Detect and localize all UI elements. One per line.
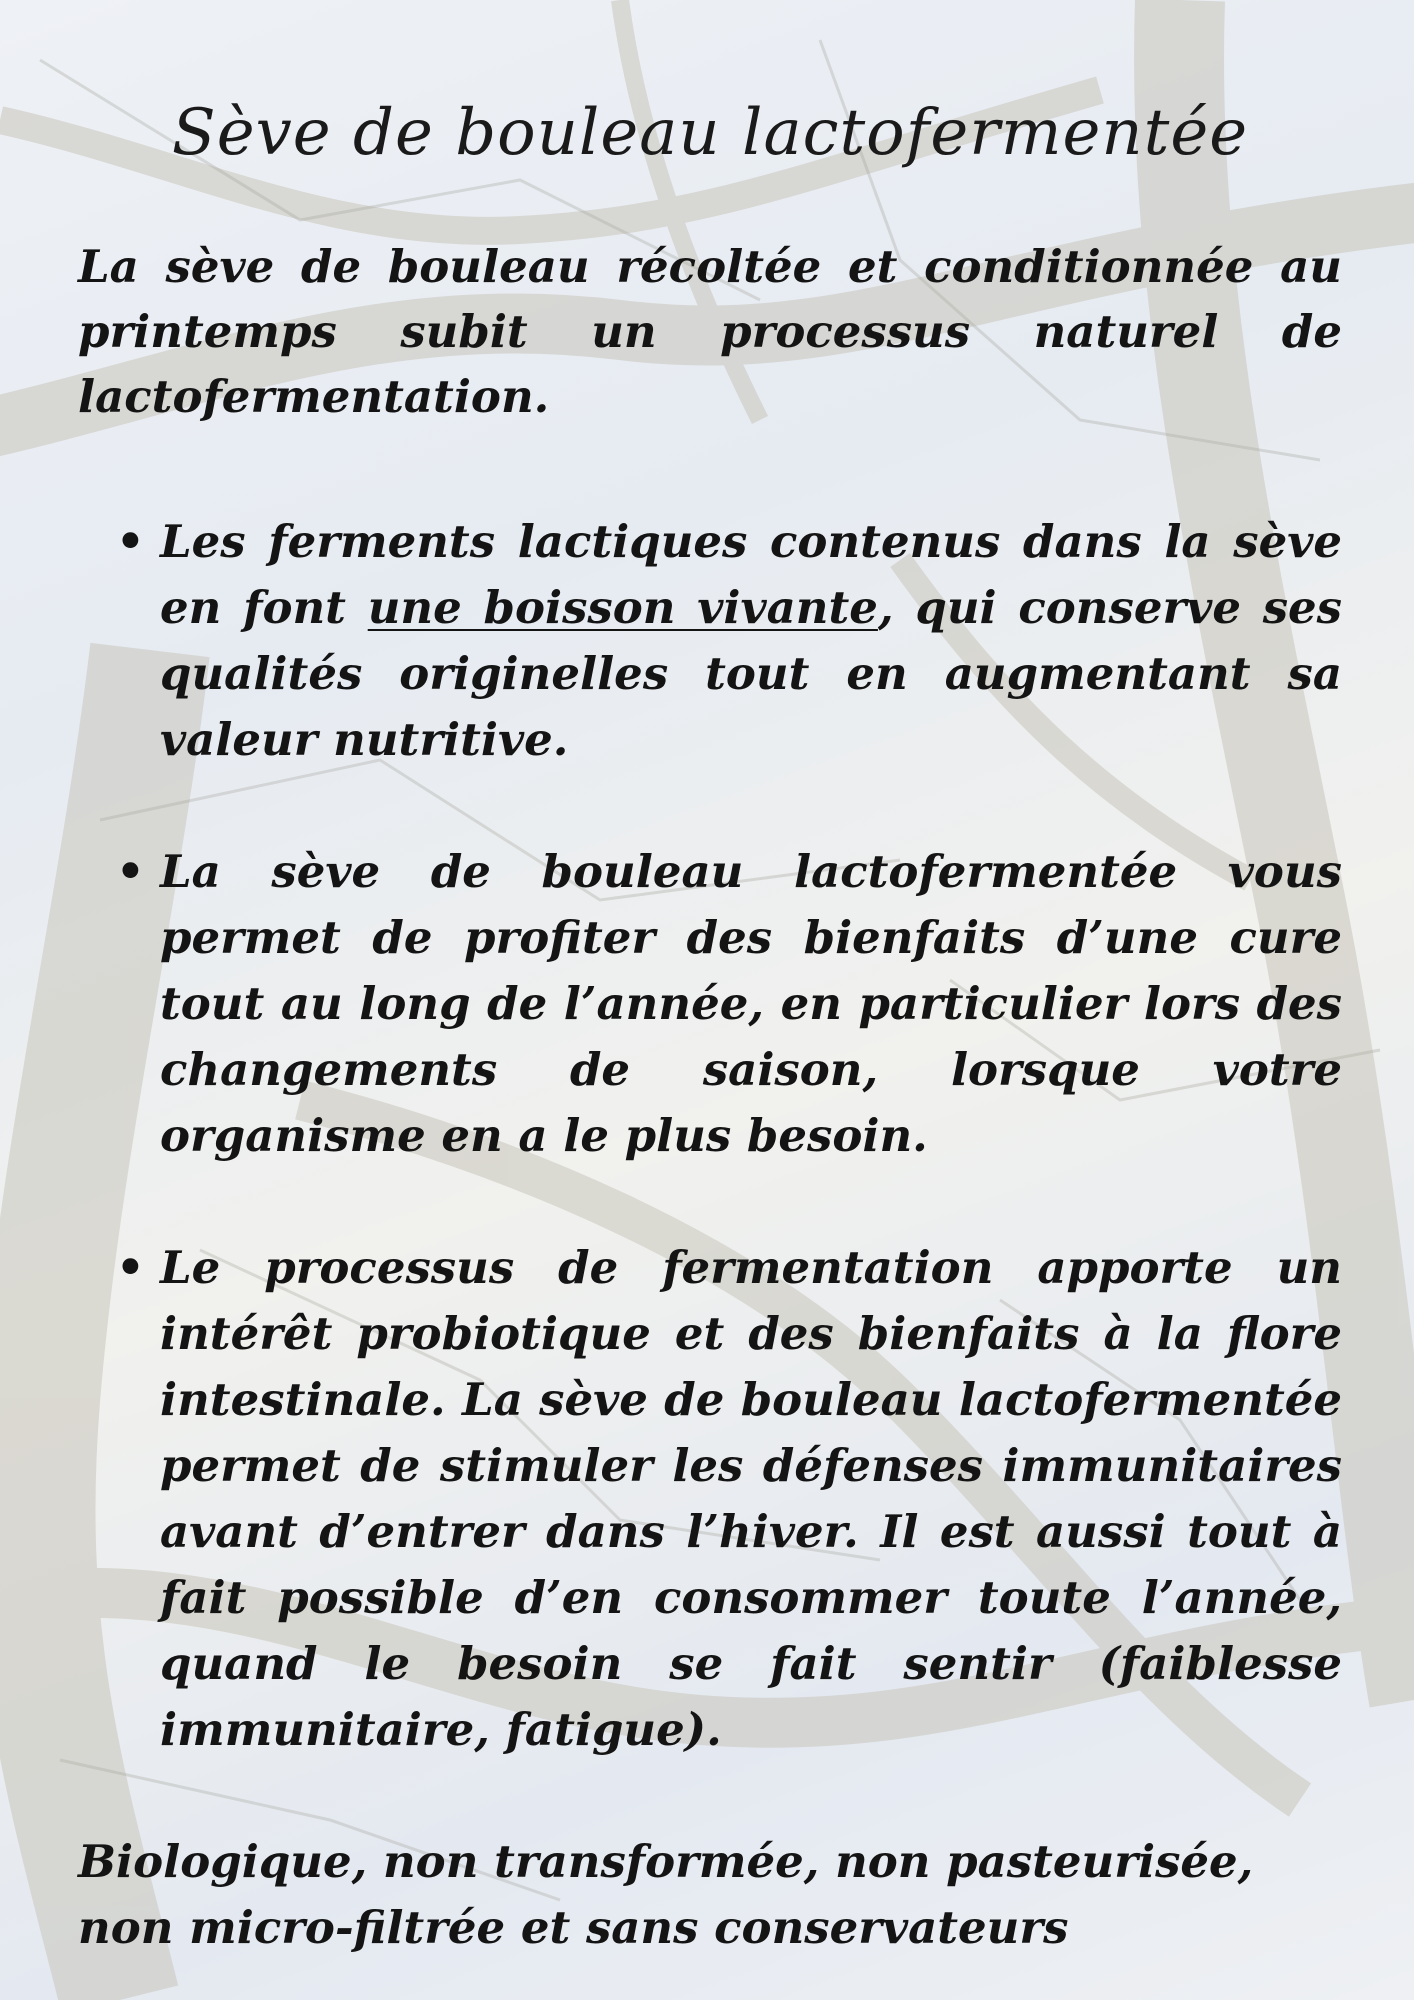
point-1-text-after: , qui conserve ses qualités originelles tout en augmentant sa valeur nutritive. — [160, 581, 1342, 766]
point-1-underlined-text: une boisson vivante — [367, 581, 878, 634]
benefits-list — [78, 509, 1342, 1763]
list-item — [78, 839, 1342, 1169]
page-title: Sève de bouleau lactofermentée — [171, 96, 1249, 170]
list-item — [78, 1235, 1342, 1763]
bullet-icon: • — [116, 845, 145, 898]
bullet-icon: • — [116, 515, 145, 568]
point-2-text: La sève de bouleau lactofermentée vous permet de profiter des bienfaits d’une cure tout au long de l’année, en particulier lors des changements de saison, lorsque votre organisme en a le plus besoin. — [160, 845, 1342, 1162]
point-1-text-before: Les ferments lactiques contenus dans la sève en font — [160, 515, 1342, 634]
point-3-text: Le processus de fermentation apporte un intérêt probiotique et des bienfaits à la flore intestinale. La sève de bouleau lactofermentée permet de stimuler les défenses immunitaires avant d’entrer dans l’hiver. Il est aussi tout à fait possible d’en consommer toute l’année, quand le besoin se fait sentir (faiblesse immunitaire, fatigue). — [160, 1241, 1342, 1756]
bullet-icon: • — [116, 1241, 145, 1294]
intro-paragraph: La sève de bouleau récoltée et conditionnée au printemps subit un processus naturel de lactofermentation. — [78, 240, 1342, 423]
list-item — [78, 509, 1342, 773]
document-body — [78, 0, 1342, 1961]
footer-paragraph: Biologique, non transformée, non pasteurisée, non micro-filtrée et sans conservateurs — [78, 1835, 1254, 1954]
